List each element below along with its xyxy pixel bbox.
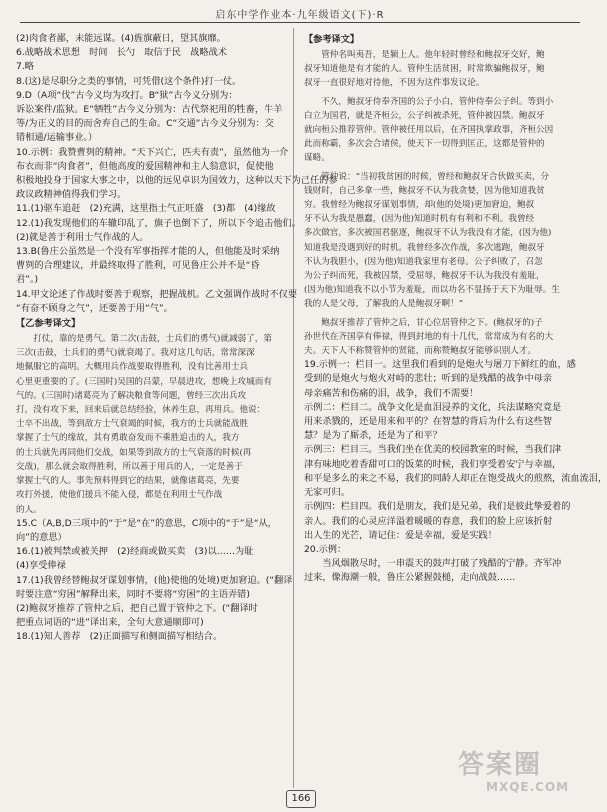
translation-line: 交战)，那么就会取得胜利，所以善于用兵的人，一定是善于 [16, 461, 243, 472]
left-answers-continued [16, 517, 293, 645]
left-translation [16, 332, 284, 517]
right-answers [304, 358, 607, 585]
translation-line: 钱财时，自己多拿一些，鲍叔牙不认为我贪婪，因为他知道我贫 [304, 185, 545, 196]
translation-line: 的士兵就先再同他们交战，如果等到敌方的士气衰落的时候(再 [16, 447, 252, 458]
translation-line: 三次(击鼓，士兵们的勇气)就衰竭了。我对这几句话，常常深深 [16, 348, 255, 359]
answer-line: 7.略 [16, 61, 34, 73]
answer-line: 16.(1)被判禁或被关押 (2)经商或做买卖 (3)以……为耻 [16, 546, 254, 558]
translation-line: 管仲名叫夷吾，是颍上人。他年轻时曾经和鲍叔牙交好，鲍 [304, 50, 545, 60]
answer-line: 8.(这)是尽职分之类的事情，可凭借(这个条件)打一仗。 [16, 75, 242, 87]
answer-line: 母亲痛苦和伤痛的泪，战争，我们不需要！ [304, 387, 479, 399]
translation-line: 就向桓公推荐管仲。管仲被任用以后，在齐国执掌政事，齐桓公因 [304, 125, 554, 136]
answer-line: 布衣而非“肉食者”，但他高度的爱国精神和主人翁意识，促使他 [16, 160, 274, 172]
answer-line: 亲人。我们的心灵应洋溢着暖暖的春意，我们的脸上应该折射 [304, 515, 553, 527]
translation-line: 叔牙一直很好地对待他，不因为这件事发议论。 [304, 78, 485, 89]
page-header [0, 0, 600, 26]
answer-line: 12.(1)我发现他们的车辙印乱了，旗子也倒下了，所以下令追击他们。 [16, 217, 301, 229]
answer-line: (4)享受俸禄 [16, 560, 66, 572]
left-translation-heading: 【乙参考译文】 [16, 318, 81, 330]
answer-line: 6.战略战术思想 时间 长勺 取信于民 战略战术 [16, 47, 227, 59]
answer-line: 向”的意思） [16, 531, 67, 543]
answer-line: 错相通/运输事业。） [16, 132, 98, 144]
answer-line: 出人生的光芒，请记住：爱是幸福，爱是实践！ [304, 529, 497, 541]
translation-line: 打仗，靠的是勇气。第二次(击鼓，士兵们的勇气)就减弱了，第 [16, 334, 272, 345]
answer-line: 津有味地吃着香甜可口的饭菜的时候，我们享受着安宁与幸福， [304, 458, 562, 470]
page-number: 166 [286, 790, 316, 808]
answer-line: 无家可归。 [304, 487, 350, 499]
column-divider [293, 28, 294, 788]
answer-line: 把重点词语的“进”译出来，全句大意通顺即可) [16, 617, 204, 629]
answer-line: 17.(1)我曾经替鲍叔牙谋划事情，(他)使他的处境)更加窘迫。(“翻译 [16, 574, 293, 586]
answer-line: 13.B(鲁庄公虽然是一个没有军事指挥才能的人，但他能及时采纳 [16, 246, 280, 258]
answer-line: (2)就是善于利用士气作战的人。 [16, 231, 149, 243]
translation-line: 士卒不出战，等到敌方士气衰竭的时候，我方的士兵就能战胜 [16, 419, 249, 430]
translation-line: 孙世代在齐国享有俸禄，得到封地的有十几代，常常成为有名的大 [304, 331, 554, 342]
answer-line: 等/为正义的目的而舍弃自己的生命。C“交通”古今义分别为：交 [16, 118, 274, 130]
right-column [304, 32, 607, 586]
translation-line: 管仲说：“当初我贫困的时候，曾经和鲍叔牙合伙做买卖，分 [304, 171, 550, 182]
answer-line: 积极地投身于国家大事之中，以他的远见卓识为国效力，这种以天下为己任的参 [16, 175, 338, 187]
answer-line: 示例四：栏目四。我们是朋友，我们是兄弟，我们是彼此挚爱着的 [304, 501, 571, 513]
right-translation [304, 48, 580, 358]
answer-line: 和平是多么的来之不易，我们的同龄人却正在饱受战火的煎熬，流血流泪， [304, 472, 607, 484]
answer-line: 君”。) [16, 274, 39, 286]
translation-line: 牙不认为我是愚蠢，(因为他)知道时机有有利和不利。我曾经 [304, 214, 535, 225]
answer-line: 11.(1)驱车追赶 (2)充满，这里指士气正旺盛 (3)都 (4)缘故 [16, 203, 276, 215]
translation-line: 心里更重要的了。(三国时)吴国的吕蒙，早晨进攻，想晚上攻城而有 [16, 376, 272, 387]
answer-line: 示例三：栏目三。当我们坐在优美的校园教室的时候，当我们津 [304, 444, 562, 456]
translation-line: 不久，鲍叔牙侍奉齐国的公子小白，管仲侍奉公子纠。等到小 [304, 96, 554, 107]
translation-line: 为公子纠而死，我被囚禁，受屈辱，鲍叔牙不认为我没有羞耻， [304, 271, 545, 282]
translation-line: 穷。我曾经为鲍叔牙谋划事情，却(他的处境)更加窘迫，鲍叔 [304, 200, 535, 211]
translation-line: 打，没有攻下来，回来后就总结经验，休养生息，再用兵。他说： [16, 405, 266, 416]
translation-line: 不认为我胆小，(因为他)知道我家里有老母。公子纠败了，召忽 [304, 256, 543, 267]
translation-line: 白立为国君，就是齐桓公，公子纠被杀死，管仲被囚禁。鲍叔牙 [304, 110, 545, 121]
answer-line: 慧？是为了厮杀，还是为了和平？ [304, 430, 442, 442]
answer-line: 时要注意“穷困”解释出来，同时不要将“穷困”的主语弄错) [16, 588, 250, 600]
translation-line: 我的人是父母，了解我的人是鲍叔牙啊！” [304, 299, 464, 310]
translation-line: 鲍叔牙推荐了管仲之后，甘心位居管仲之下。(鲍叔牙的)子 [304, 317, 543, 328]
answer-line: 政议政精神值得我们学习。 [16, 189, 127, 201]
answer-line: 10.示例：我赞曹刿的精神。“天下兴亡，匹夫有责”，虽然他为一介 [16, 146, 289, 158]
answer-line: 14.甲文论述了作战时要善于观察，把握战机。乙文强调作战时不仅要 [16, 288, 298, 300]
translation-line: 气的。(三国时)诸葛亮为了解决粮食等问题，曾经三次出兵攻 [16, 390, 247, 401]
answer-line: 受到的是炮火与炮火对峙的悲壮；听到的是残酷的战争中母亲 [304, 373, 553, 385]
answer-line: 20.示例： [304, 543, 347, 555]
watermark-line2: MXQE.COM [486, 780, 570, 794]
answer-line: 18.(1)知人善荐 (2)正面描写和侧面描写相结合。 [16, 631, 223, 643]
header-title: 启东中学作业本·九年级语文(下)·R [215, 10, 385, 21]
translation-line: 叔牙知道他是有才能的人。管仲生活贫困，时常欺骗鲍叔牙，鲍 [304, 64, 545, 75]
answer-line: 过来，像海潮一般，鲁庄公紧握鼓槌，走向战鼓…… [304, 572, 516, 584]
answer-line: “有奋不顾身之气”，还要善于用“气”。 [16, 302, 173, 314]
right-translation-heading: 【参考译文】 [304, 34, 360, 45]
answer-line: 当风烟散尽时，一串震天的鼓声打破了残酷的宁静。齐军冲 [304, 558, 562, 570]
answer-line: (2)肉食者鄙，未能远谋。(4)旌旗蔽日，望其旗靡。 [16, 33, 226, 44]
translation-line: (因为他)知道我不以小节为羞耻，而以功名不显扬于天下为耻辱。生 [304, 285, 560, 296]
translation-line: 多次做官，多次被国君驱逐，鲍叔牙不认为我没有才能，(因为他) [304, 228, 552, 239]
translation-line: 此而称霸，多次会合诸侯，使天下一切得到匡正，这都是管仲的 [304, 139, 545, 150]
answer-line: 示例二：栏目二。战争文化是血泪浸养的文化，兵法谋略究竟是 [304, 401, 562, 413]
translation-line: 的人。 [16, 504, 42, 515]
header-rule [20, 22, 580, 23]
site-watermark-logo [458, 750, 588, 806]
answer-line: 9.D（A项“伐”古今义均为攻打。B“狱”古今义分别为： [16, 89, 238, 101]
translation-line: 掌握士气的人。事先预料得到它的结果，就像诸葛亮，先要 [16, 476, 240, 487]
answer-line: (2)鲍叔牙推荐了管仲之后，把自己置于管仲之下。(“翻译时 [16, 602, 258, 614]
translation-line: 攻打外援，使他们援兵不能入侵，都是在利用士气作战 [16, 490, 223, 501]
watermark-line1: 答案圈 [458, 750, 543, 780]
translation-line: 夫。天下人不称赞管仲的贤能，而称赞鲍叔牙能够识别人才。 [304, 346, 537, 357]
translation-line: 掌握了士气的缘故，其有勇敢奋发而不乘胜追击的人，我方 [16, 433, 240, 444]
translation-line: 知道我是没遇到好的时机。我曾经多次作战，多次逃跑，鲍叔牙 [304, 242, 545, 253]
answer-line: 用来杀戮的，还是用来和平的？在智慧的背后为什么有这些智 [304, 416, 553, 428]
translation-line: 地佩服它的高明。大概用兵作战要取得胜利，没有比善用士兵 [16, 362, 249, 373]
answer-line: 19.示例一：栏目一。这里我们看到的是炮火与屠刀下鲜红的血，感 [304, 359, 576, 371]
answer-line: 诉讼案件/监狱。E“牺牲”古今义分别为：古代祭祀用的牲畜，牛羊 [16, 104, 283, 116]
answer-line: 15.C（A,B,D三项中的“于”是“在”的意思，C项中的“于”是“从， [16, 517, 277, 529]
answer-line: 曹刿的合理建议，并最终取得了胜利，可见鲁庄公并不是“昏 [16, 260, 260, 272]
translation-line: 谋略。 [304, 153, 330, 164]
